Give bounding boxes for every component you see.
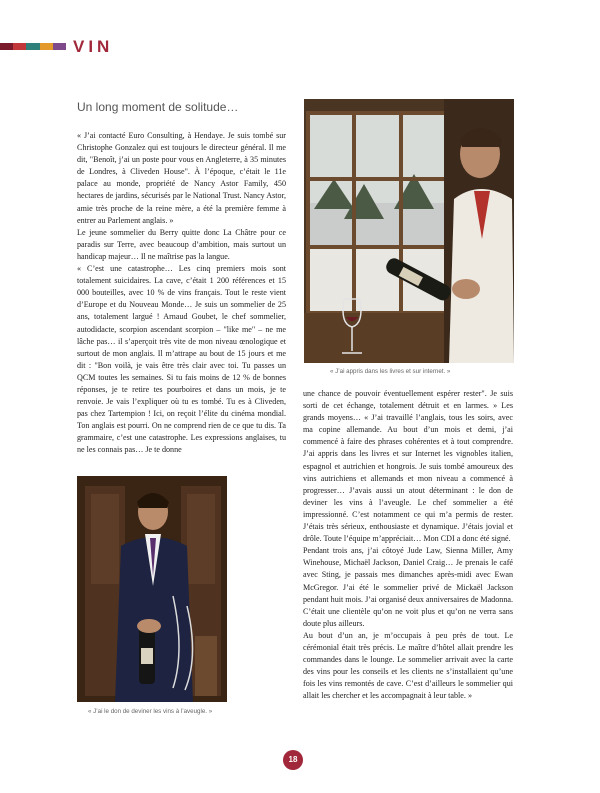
section-color-stripe (0, 43, 66, 50)
stripe-segment (13, 43, 26, 50)
paragraph: « J’ai contacté Euro Consulting, à Hendaye. Je suis tombé sur Christophe Gonzalez qui est toujours le directeur général. Il me dit, "Benoît, j’ai un poste pour vous en Angleterre, à 35 minutes de Londres, à Cliveden House". À l’époque, c’était le 11e palace au monde, propriété de Nancy Astor Family, 450 hectares de jardins, sécurisés par le National Trust. Nancy Astor, amie très proche de la reine mère, a été la première femme à entrer au Parlement anglais. » (77, 131, 286, 225)
text-column-left (77, 130, 286, 457)
paragraph: Au bout d’un an, je m’occupais à peu près de tout. Le cérémonial était très précis. Le maître d’hôtel allait prendre les commandes dans le lounge. Le sommelier arrivait avec la carte des vins pour les conseils et les clients ne s’installaient qu’une fois les vins remontés de cave. C’est d’ailleurs le sommelier qui allait les chercher et les accompagnait à leur table. » (303, 630, 513, 701)
article-subheading: Un long moment de solitude… (77, 100, 239, 114)
paragraph: une chance de pouvoir éventuellement espérer rester". Je suis sorti de cet échange, totalement détruit et en larmes. » Les grands moyens… « J’ai travaillé l’anglais, tous les soirs, avec ma copine allemande. Au bout d’un mois et demi, j’ai commencé à faire des phrases cohérentes et à tout comprendre. J’ai appris dans les livres et sur Internet les vignobles italien, espagnol et autrichien et hongrois. Je suis tombé amoureux des vins autrichiens et allemands et mon niveau a commencé à progresser… J’avais aussi un atout déterminant : le don de deviner les vins à l’aveugle. Le chef sommelier a été impressionné. C’est notamment ce qui m’a permis de rester. J’étais très sérieux, enthousiaste et dynamique. J’étais jovial et drôle. Toute l’équipe m’appréciait… Mon CDI a donc été signé. (303, 389, 513, 544)
photo-caption: « J’ai appris dans les livres et sur internet. » (330, 368, 451, 375)
photo-illustration (304, 99, 514, 363)
stripe-segment (53, 43, 66, 50)
paragraph: Pendant trois ans, j’ai côtoyé Jude Law, Sienna Miller, Amy Winehouse, Michaël Jackson, Daniel Craig… Je prenais le café avec Sting, je passais mes dimanches après-midi avec Ewan McGregor. J’ai été le sommelier privé de Mickaël Jackson pendant huit mois. J’ai organisé deux anniversaires de Madonna. C’était une clientèle qu’on ne voit plus et qu’on ne verra sans doute plus ailleurs. (303, 546, 513, 628)
text-column-right (303, 388, 513, 702)
photo-sommelier-window (304, 99, 514, 363)
stripe-segment (26, 43, 39, 50)
photo-caption: « J’ai le don de deviner les vins à l’aveugle. » (88, 708, 213, 715)
photo-illustration (77, 476, 227, 702)
section-title: VIN (73, 37, 114, 56)
paragraph: Le jeune sommelier du Berry quitte donc La Châtre pour ce paradis sur Terre, avec beaucoup d’ambition, mais surtout un handicap majeur… Il ne maîtrise pas la langue. (77, 227, 286, 261)
page-number-badge: 18 (283, 750, 303, 770)
photo-sommelier-decanting (77, 476, 227, 702)
paragraph: « C’est une catastrophe… Les cinq premiers mois sont totalement suicidaires. La cave, c’était 1 200 références et 15 000 bouteilles, avec 10 % de vins français. Tout le reste vient d’Europe et du Nouveau Monde… Je suis un sommelier de 25 ans, totalement largué ! Arnaud Goubet, le chef sommelier, autodidacte, scorpion ascendant scorpion – "like me" – ne me lâche pas… il s’aperçoit très vite de mon niveau œnologique et surtout de mon anglais. Il m’attrape au bout de 15 jours et me dit : "Bon voilà, je vais être très clair avec toi. Tu passes un QCM toutes les semaines. Si tu fais moins de 12 % de bonnes réponses, je te retire tes pourboires et dans un mois, je te renvoie. Je vais l’expliquer où tu es tombé. Tu es à Cliveden, pas chez Tartempion ! Ici, on reçoit l’élite du cinéma mondial. Ton anglais est pourri. On ne comprend rien de ce que tu dis. Ta grammaire, c’est une catastrophe. Les expressions anglaises, tu ne les connais pas… Je te donne (77, 264, 286, 455)
stripe-segment (40, 43, 53, 50)
stripe-segment (0, 43, 13, 50)
